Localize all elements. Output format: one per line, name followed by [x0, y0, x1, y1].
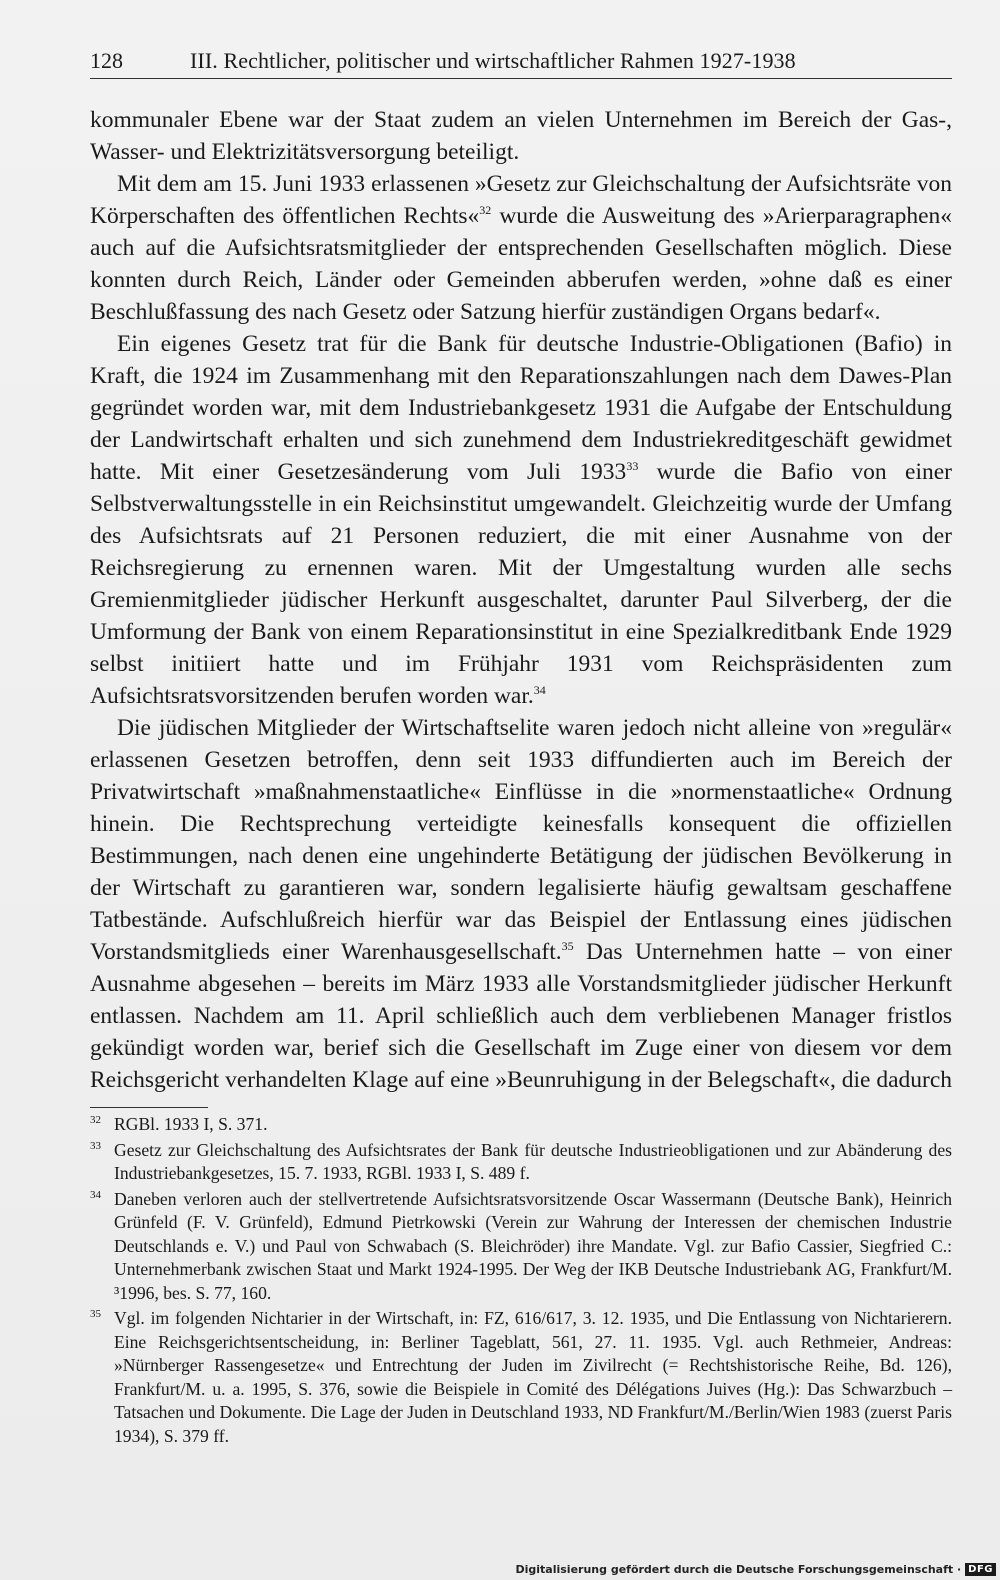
- paragraph-text: Ein eigenes Gesetz trat für die Bank für deutsche Industrie-Obligationen (Bafio) in Kraft, die 1924 im Zusammenhang mit den Reparationszahlungen nach dem Dawes-Plan gegründet worden war, mit dem Industriebankgesetz 1931 die Aufgabe der Entschuldung der Landwirtschaft erhalten und sich zunehmend dem Industriekreditgeschäft gewidmet hatte. Mit einer Gesetzesänderung vom Juli 1933: [90, 331, 952, 485]
- paragraph-text: Die jüdischen Mitglieder der Wirtschaftselite waren jedoch nicht alleine von »regulär« erlassenen Gesetzen betroffen, denn seit 1933 diffundierten auch im Bereich der Privatwirtschaft »maßnahmenstaatliche« Einflüsse in die »normenstaatliche« Ordnung hinein. Die Rechtsprechung verteidigte keinesfalls konsequent die offiziellen Bestimmungen, nach denen eine ungehinderte Betätigung der jüdischen Bevölkerung in der Wirtschaft zu garantieren war, sondern legalisierte häufig gewaltsam geschaffene Tatbestände. Aufschlußreich hierfür war das Beispiel der Entlassung eines jüdischen Vorstandsmitglieds einer Warenhausgesellschaft.: [90, 715, 952, 965]
- footnote-number: 33: [90, 1139, 101, 1152]
- footnote-reference: 34: [533, 683, 546, 697]
- dfg-logo-icon: DFG: [965, 1563, 996, 1576]
- credit-text: Digitalisierung gefördert durch die Deutsche Forschungsgemeinschaft ·: [515, 1563, 962, 1576]
- paragraph-text: kommunaler Ebene war der Staat zudem an vielen Unternehmen im Bereich der Gas-, Wasser- und Elektrizitätsversorgung beteiligt.: [90, 107, 952, 165]
- footnote-text: Daneben verloren auch der stellvertretende Aufsichtsratsvorsitzende Oscar Wassermann (Deutsche Bank), Heinrich Grünfeld (F. V. Grünfeld), Edmund Pietrkowski (Verein zur Wahrung der Interessen der chemischen Industrie Deutschlands e. V.) und Paul von Schwabach (S. Bleichröder) ihre Mandate. Vgl. zur Bafio Cassier, Siegfried C.: Unternehmerbank zwischen Staat und Markt 1924-1995. Der Weg der IKB Deutsche Industriebank AG, Frankfurt/M. ³1996, bes. S. 77, 160.: [114, 1188, 952, 1303]
- footnote-number: 32: [90, 1114, 101, 1126]
- page-number: 128: [90, 48, 123, 73]
- footnote-number: 34: [90, 1188, 101, 1201]
- footnote-separator: [90, 1107, 208, 1108]
- main-text: [90, 104, 952, 1096]
- footnote-text: RGBl. 1933 I, S. 371.: [114, 1114, 268, 1134]
- paragraph-text: Das Unternehmen hatte – von einer Ausnahme abgesehen – bereits im März 1933 alle Vorstandsmitglieder jüdischer Herkunft entlassen. Nachdem am 11. April schließlich auch dem verbliebenen Manager fristlos gekündigt worden war, berief sich die Gesellschaft im Zuge einer von diesem vor dem Reichsgericht verhandelten Klage auf eine »Beunruhigung in der Belegschaft«, die dadurch: [90, 939, 953, 1093]
- paragraph: [90, 104, 952, 168]
- footnote: [90, 1188, 952, 1306]
- footnote-text: Vgl. im folgenden Nichtarier in der Wirtschaft, in: FZ, 616/617, 3. 12. 1935, und Die Entlassung von Nichtarierern. Eine Reichsgerichtsentscheidung, in: Berliner Tageblatt, 561, 27. 11. 1935. Vgl. auch Rethmeier, Andreas: »Nürnberger Rassengesetze« und Entrechtung der Juden im Zivilrecht (= Rechtshistorische Reihe, Bd. 126), Frankfurt/M. u. a. 1995, S. 376, sowie die Beispiele in Comité des Délégations Juives (Hg.): Das Schwarzbuch – Tatsachen und Dokumente. Die Lage der Juden in Deutschland 1933, ND Frankfurt/M./Berlin/Wien 1983 (zuerst Paris 1934), S. 379 ff.: [114, 1308, 952, 1446]
- footnote: [90, 1307, 952, 1448]
- footnote-reference: 33: [626, 459, 639, 473]
- footnote: [90, 1113, 952, 1137]
- footnote: [90, 1139, 952, 1186]
- paragraph-text: wurde die Bafio von einer Selbstverwaltungsstelle in ein Reichsinstitut umgewandelt. Gleichzeitig wurde der Umfang des Aufsichtsrats auf 21 Personen reduziert, die mit einer Ausnahme von der Reichsregierung zu ernennen waren. Mit der Umgestaltung wurden alle sechs Gremienmitglieder jüdischer Herkunft ausgeschaltet, darunter Paul Silverberg, der die Umformung der Bank von einem Reparationsinstitut in eine Spezialkreditbank Ende 1929 selbst initiiert hatte und im Frühjahr 1931 vom Reichspräsidenten zum Aufsichtsratsvorsitzenden berufen worden war.: [90, 459, 952, 709]
- footnote-text: Gesetz zur Gleichschaltung des Aufsichtsrates der Bank für deutsche Industrieobligationen und zur Abänderung des Industriebankgesetzes, 15. 7. 1933, RGBl. 1933 I, S. 489 f.: [114, 1139, 952, 1183]
- footnote-reference: 35: [561, 939, 574, 953]
- paragraph: [90, 712, 952, 1096]
- digitization-credit: [515, 1563, 996, 1576]
- footnotes: [90, 1113, 952, 1450]
- footnote-number: 35: [90, 1308, 101, 1320]
- paragraph: [90, 328, 952, 712]
- footnote-reference: 32: [479, 203, 492, 217]
- paragraph-text: Mit dem am 15. Juni 1933 erlassenen »Gesetz zur Gleichschaltung der Aufsichtsräte von Körperschaften des öffentlichen Rechts«: [90, 171, 952, 229]
- paragraph-text: wurde die Ausweitung des »Arierparagraphen« auch auf die Aufsichtsratsmitglieder der entsprechenden Gesellschaften möglich. Diese konnten durch Reich, Länder oder Gemeinden abberufen werden, »ohne daß es einer Beschlußfassung des nach Gesetz oder Satzung hierfür zuständigen Organs bedarf«.: [90, 203, 953, 325]
- paragraph: [90, 168, 952, 328]
- running-title: III. Rechtlicher, politischer und wirtschaftlicher Rahmen 1927-1938: [190, 48, 796, 73]
- running-header: [90, 44, 952, 79]
